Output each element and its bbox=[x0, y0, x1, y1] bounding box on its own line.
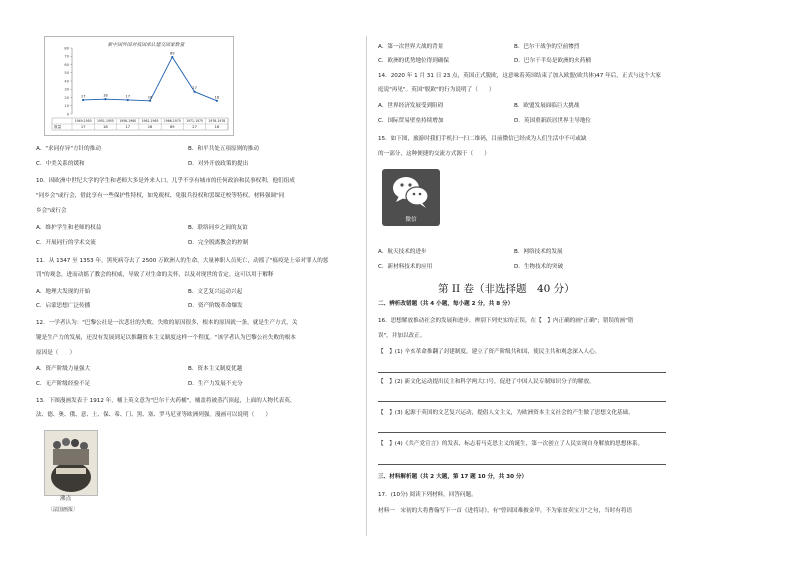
q16-answer-line-4[interactable] bbox=[378, 464, 666, 465]
q12-text-line2: 键是生产力的发展，还没有发展到足以推翻资本主义制度这样一个程度。"该学者认为巴黎公社失败的根本 bbox=[36, 335, 296, 341]
part2-title: 第 II 卷（非选择题 40 分） bbox=[438, 283, 575, 295]
y-tick-label: 40 bbox=[64, 79, 69, 84]
q13-option-a: A．第一次世界大战的背景 bbox=[378, 44, 444, 50]
q14-option-d: D．英国重新跃居世界主导地位 bbox=[514, 118, 592, 124]
q11-option-b: B．文艺复兴运动兴起 bbox=[188, 289, 243, 295]
data-point bbox=[171, 56, 173, 58]
y-tick-label: 80 bbox=[64, 46, 69, 51]
q10-text-line1: 10．因欧洲中世纪大学的学生和老师大多是外来人口，几乎不享有城市的任何政治和民事权利，他们组成 bbox=[36, 178, 295, 184]
q14-option-b: B．欧盟发展面临巨大挑战 bbox=[514, 103, 580, 109]
q12-option-d: D．生产力发展不充分 bbox=[188, 381, 243, 387]
x-category-label: 1949-1950 bbox=[74, 119, 92, 124]
x-category-label: 1966-1970 bbox=[163, 119, 181, 124]
x-category-label: 1971-1975 bbox=[186, 119, 204, 124]
section3-title: 三、材料解析题（共 2 大题，第 17 题 10 分，共 30 分） bbox=[378, 474, 528, 480]
data-point bbox=[127, 99, 129, 101]
y-tick-label: 10 bbox=[64, 104, 69, 109]
data-table-value: 69 bbox=[169, 125, 175, 130]
diplomacy-line-chart bbox=[44, 36, 234, 136]
data-label: 17 bbox=[80, 94, 86, 99]
q16-text-line1: 16．思想解放推动社会的发展和进步。辨别下列史实的正误，在【 】内正确的画"正确"；错误的画"错 bbox=[378, 318, 634, 324]
data-label: 16 bbox=[214, 95, 220, 100]
y-tick-label: 60 bbox=[64, 62, 69, 67]
q16-text-line2: 误"，并加以改正。 bbox=[378, 333, 426, 339]
data-point bbox=[149, 100, 151, 102]
q10-option-c: C．开展同行的学术交流 bbox=[36, 240, 96, 246]
cartoon-source: 〔法国画报〕 bbox=[48, 507, 79, 513]
q16-statement-3: 【 】(3) 起源于英国的文艺复兴运动，提倡人文主义，为欧洲资本主义社会的产生做了思想文化基础。 bbox=[378, 410, 634, 416]
q10-text-line3: 乡会"或行会 bbox=[36, 208, 67, 214]
q9-option-a: A．"求同存异"方针的推动 bbox=[36, 146, 101, 152]
q15-option-c: C．新材料技术的应用 bbox=[378, 264, 433, 270]
q16-answer-line-2[interactable] bbox=[378, 401, 666, 402]
q9-option-c: C．中美关系的缓和 bbox=[36, 161, 85, 167]
data-label: 16 bbox=[147, 95, 153, 100]
data-point bbox=[216, 100, 218, 102]
q12-option-c: C．无产阶级经验不足 bbox=[36, 381, 91, 387]
data-point bbox=[193, 91, 195, 93]
wechat-logo bbox=[382, 169, 440, 226]
q10-text-line2: "同乡会"或行会，借此享有一些保护性特权，如免税权、免服兵役权和罢课迁校等特权。材料强调"同 bbox=[36, 193, 285, 199]
q11-option-a: A．地理大发现的开始 bbox=[36, 289, 91, 295]
q14-option-a: A．世界经济发展受到阻碍 bbox=[378, 103, 444, 109]
q14-text-line1: 14．2020 年 1 月 31 日 23 点，英国正式脱欧，这意味着英国结束了加入欧盟(欧共体)47 年后，正式与这个大家 bbox=[378, 73, 662, 79]
x-category-label: 1951-1955 bbox=[96, 119, 114, 124]
data-table-value: 18 bbox=[103, 125, 108, 130]
data-table-value: 17 bbox=[80, 125, 86, 130]
q15-option-a: A．航天技术的进步 bbox=[378, 249, 427, 255]
q9-option-b: B．和平共处五项原则的推动 bbox=[188, 146, 259, 152]
y-tick-label: 20 bbox=[64, 95, 69, 100]
q13-option-d: D．巴尔干半岛是欧洲的火药桶 bbox=[514, 58, 592, 64]
data-table-value: 16 bbox=[147, 125, 153, 130]
cartoon-caption: 沸点 bbox=[60, 496, 72, 502]
q10-option-b: B．联络同乡之间的友谊 bbox=[188, 225, 248, 231]
q15-option-d: D．生物技术的突破 bbox=[514, 264, 564, 270]
data-label: 27 bbox=[192, 86, 197, 91]
q16-statement-2: 【 】(2) 新文化运动提出民主和科学两大口号，促进了中国人民专制知识分子的解放。 bbox=[378, 379, 595, 385]
q12-text-line1: 12．一学者认为："巴黎公社是一次悲壮的失败，失败的原因很多，根本的原因就一条，就是生产方式，关 bbox=[36, 320, 298, 326]
data-table-value: 27 bbox=[192, 125, 197, 130]
q14-text-line2: 庭说"再见"。英国"脱欧"的行为说明了（ ） bbox=[378, 87, 495, 93]
q13-option-c: C．欧洲的优势地位得到确保 bbox=[378, 58, 450, 64]
q15-text-line1: 15．如下图，旅游时我们手机扫一扫二维码，目前微信已经成为人们生活中不可或缺 bbox=[378, 136, 587, 142]
q15-text-line2: 的一部分，这种便捷的交流方式源于（ ） bbox=[378, 151, 490, 157]
q13-text-line2: 法、德、奥、俄、意、土、保、希、门、黑、塞、罗马尼亚等欧洲列强。漫画可以说明（ ） bbox=[36, 412, 271, 418]
q14-option-c: C．国际贸易壁垒持续增加 bbox=[378, 118, 444, 124]
data-table-value: 16 bbox=[214, 125, 220, 130]
y-tick-label: 30 bbox=[64, 87, 69, 92]
chart-title: 新中国外国对我国承认建交国家数量 bbox=[107, 43, 185, 48]
q10-option-d: D．完全脱离教会的控制 bbox=[188, 240, 249, 246]
q16-answer-line-3[interactable] bbox=[378, 432, 666, 433]
data-label: 17 bbox=[125, 94, 131, 99]
data-point bbox=[82, 99, 84, 101]
q12-option-a: A．资产阶级力量强大 bbox=[36, 366, 91, 372]
q13-text-line1: 13．下图漫画发表于 1912 年，桶上英文意为"巴尔干火药桶"，桶盖将被蒸汽顶起，上面的人物代表英、 bbox=[36, 398, 296, 404]
data-label: 18 bbox=[103, 93, 108, 98]
x-category-label: 1976-1978 bbox=[208, 119, 226, 124]
q11-text-line2: 罚"的观念，进而动摇了教会的权威，导致了对生命的关怀，以及对现世的肯定。这可以用于解释 bbox=[36, 272, 274, 278]
section2-title: 二、辨析改错题（共 4 小题，每小题 2 分，共 8 分） bbox=[378, 301, 514, 307]
q10-option-a: A．维护学生和老师的权益 bbox=[36, 225, 102, 231]
data-table-value: 17 bbox=[125, 125, 131, 130]
q17-text-line1: 17．(10分) 阅读下列材料，回答问题。 bbox=[378, 492, 477, 498]
q13-option-b: B．巴尔干战争的空前惨烈 bbox=[514, 44, 580, 50]
q11-option-c: C．启蒙思想广泛传播 bbox=[36, 303, 91, 309]
q15-option-b: B．网络技术的发展 bbox=[514, 249, 563, 255]
q12-text-line3: 原因是（ ） bbox=[36, 350, 76, 356]
q9-option-d: D．对外开放政策的提出 bbox=[188, 161, 249, 167]
column-divider bbox=[366, 36, 367, 536]
q17-text-line2: 材料一 宋初的大将曹翰写下一首《进将诗》，有"曾因国难披金甲，不为家贫卖宝刀"之句，当时有将语 bbox=[378, 508, 633, 514]
q16-statement-4: 【 】(4)《共产党宣言》的发表，标志着马克思主义的诞生，第一次创立了人民实现自身解放的思想体系。 bbox=[378, 441, 644, 447]
data-point bbox=[104, 98, 106, 100]
y-tick-label: 0 bbox=[66, 112, 69, 117]
data-table-row-label: 数量 bbox=[54, 125, 62, 130]
q16-statement-1: 【 】(1) 辛亥革命推翻了封建制度，建立了资产阶级共和国，使民主共和观念深入人心。 bbox=[378, 349, 601, 355]
y-tick-label: 70 bbox=[64, 54, 69, 59]
wechat-label: 微信 bbox=[405, 217, 417, 223]
cartoon-image bbox=[44, 430, 98, 496]
q12-option-b: B．资本主义制度优越 bbox=[188, 366, 243, 372]
x-category-label: 1961-1965 bbox=[141, 119, 159, 124]
x-category-label: 1956-1960 bbox=[119, 119, 137, 124]
q11-text-line1: 11．从 1347 至 1353 年，黑死病夺去了 2500 万欧洲人的生命，大量神职人员死亡，动摇了"瘟疫是上帝对罪人的惩 bbox=[36, 258, 329, 264]
data-label: 69 bbox=[169, 51, 175, 56]
y-tick-label: 50 bbox=[64, 71, 69, 76]
q11-option-d: D．资产阶级革命爆发 bbox=[188, 303, 243, 309]
q16-answer-line-1[interactable] bbox=[378, 372, 666, 373]
